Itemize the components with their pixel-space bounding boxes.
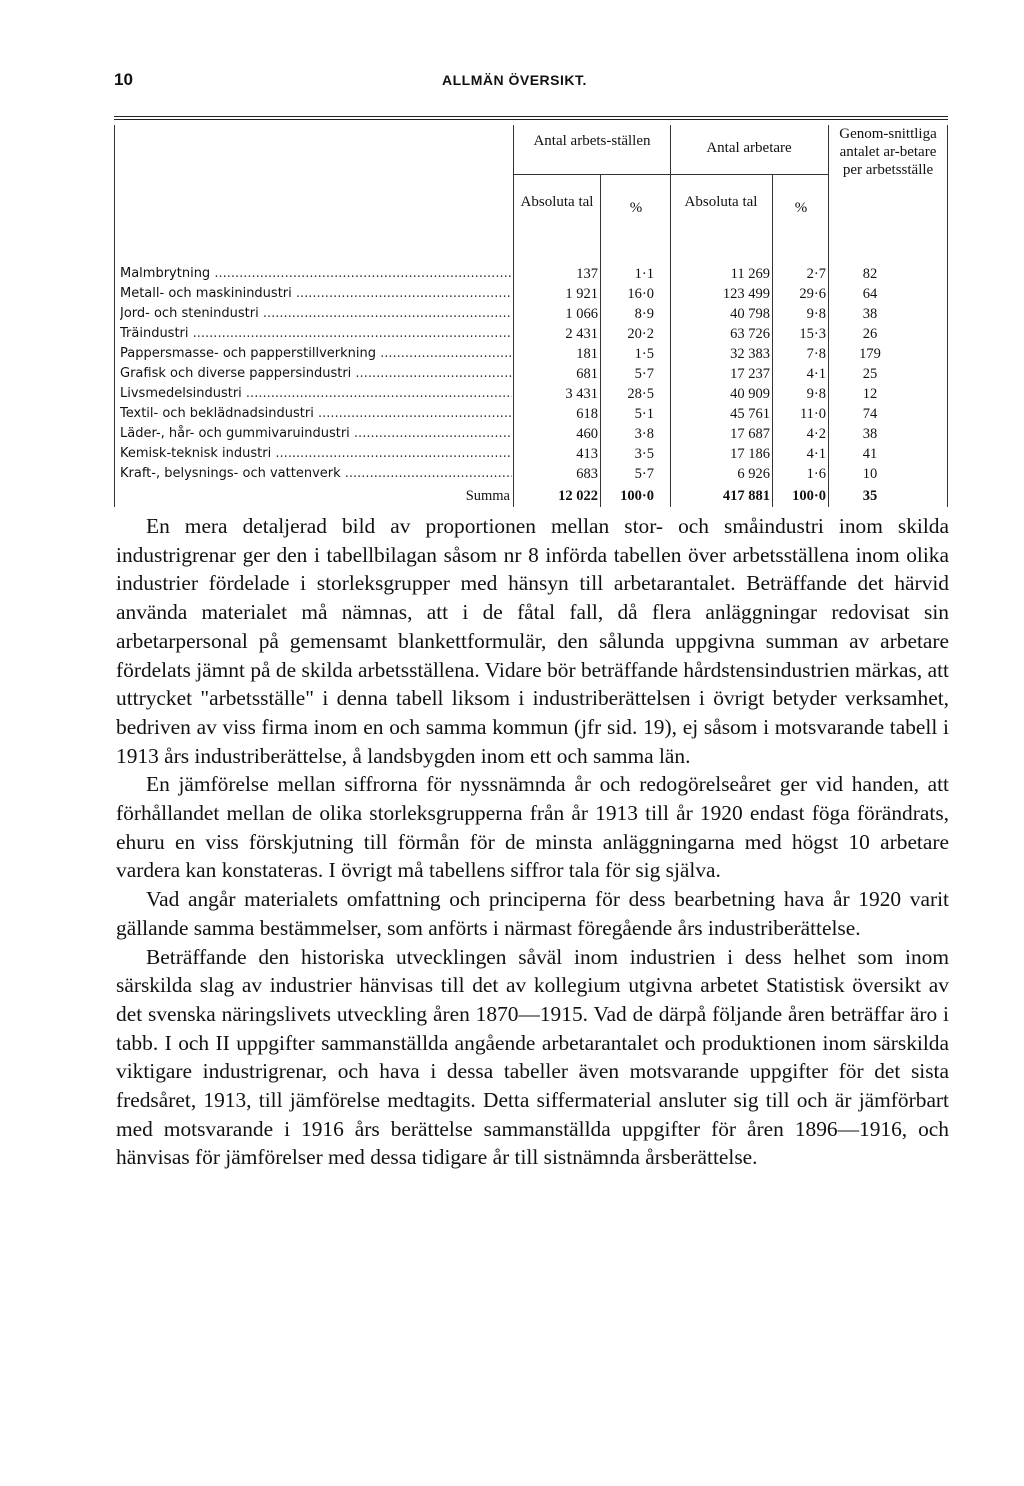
cell-workers: 11 269 [730, 266, 770, 282]
table-row [114, 263, 948, 285]
cell-workers: 17 687 [730, 426, 770, 442]
header-percent-2: % [794, 200, 808, 216]
cell-workers: 32 383 [730, 346, 770, 362]
cell-workplaces-percent: 8·9 [634, 306, 654, 322]
body-text [116, 512, 949, 1172]
row-label: Metall- och maskinindustri ..... [120, 283, 512, 305]
cell-workers: 6 926 [737, 466, 770, 482]
page-header [114, 70, 948, 96]
statistics-table [114, 117, 948, 504]
cell-workplaces-percent: 16·0 [627, 286, 654, 302]
cell-workers-percent: 7·8 [806, 346, 826, 362]
cell-workers-percent: 4·1 [806, 366, 826, 382]
cell-workplaces: 2 431 [565, 326, 598, 342]
cell-workers-percent: 4·2 [806, 426, 826, 442]
cell-workers: 17 186 [730, 446, 770, 462]
cell-average: 82 [862, 266, 878, 282]
cell-workers: 40 798 [730, 306, 770, 322]
paragraph: En mera detaljerad bild av proportionen mellan stor- och småindustri inom skilda industrigrenar ger den i tabellbilagan såsom nr 8 införda tabellen över arbetsställena inom olika industrier fördelade i storleksgrupper med hänsyn till arbetarantalet. Beträffande det härvid använda materialet må nämnas, att i de fåtal fall, då flera anläggningar redovisat sin arbetarpersonal på gemensamt blankettformulär, den sålunda uppgivna summan av arbetare fördelats jämnt på de skilda arbetsställena. Vidare bör beträffande hårdstensindustrien märkas, att uttrycket "arbetsställe" i denna tabell liksom i industriberättelsen i övrigt betyder verksamhet, bedriven av viss firma inom en och samma kommun (jfr sid. 19), ej såsom i motsvarande tabell i 1913 års industriberättelse, å landsbygden inom ett och samma län. [116, 514, 949, 768]
cell-workers-percent: 4·1 [806, 446, 826, 462]
cell-average: 41 [862, 446, 878, 462]
cell-workplaces-percent: 3·8 [634, 426, 654, 442]
table-row [114, 403, 948, 425]
paragraph: En jämförelse mellan siffrorna för nyssnämnda år och redogörelseåret ger vid handen, att förhållandet mellan de olika storleksgrupperna från år 1913 till år 1920 endast föga förändrats, ehuru en viss förskjutning till förmån för de minsta anläggningarna med högst 10 arbetare vardera kan konstateras. I övrigt må tabellens siffror tala för sig själva. [116, 772, 949, 883]
cell-workplaces: 681 [576, 366, 598, 382]
cell-average: 179 [859, 346, 881, 362]
cell-workplaces-percent: 1·1 [634, 266, 654, 282]
table-row [114, 363, 948, 385]
table-row [114, 323, 948, 345]
cell-workplaces: 137 [576, 266, 598, 282]
row-label: Textil- och beklädnadsindustri ..... [120, 403, 512, 425]
cell-average: 38 [862, 306, 878, 322]
row-label: Jord- och stenindustri ..... [120, 303, 512, 325]
sum-workplaces: 12 022 [558, 488, 598, 504]
cell-workers: 40 909 [730, 386, 770, 402]
cell-workers: 63 726 [730, 326, 770, 342]
sum-workers-percent: 100·0 [792, 488, 826, 504]
cell-workers: 17 237 [730, 366, 770, 382]
cell-workplaces: 618 [576, 406, 598, 422]
cell-workplaces-percent: 5·7 [634, 466, 654, 482]
cell-workplaces: 413 [576, 446, 598, 462]
sum-average: 35 [862, 488, 878, 504]
table-row [114, 283, 948, 305]
row-label: Läder-, hår- och gummivaruindustri ..... [120, 423, 512, 445]
cell-workers-percent: 1·6 [806, 466, 826, 482]
row-label: Kemisk-teknisk industri ..... [120, 443, 512, 465]
cell-workers-percent: 9·8 [806, 386, 826, 402]
cell-workplaces: 460 [576, 426, 598, 442]
cell-workers-percent: 15·3 [799, 326, 826, 342]
cell-workplaces: 683 [576, 466, 598, 482]
table-sum-row [114, 485, 948, 507]
cell-average: 38 [862, 426, 878, 442]
row-label: Malmbrytning ..... [120, 263, 512, 285]
header-average: Genom-snittliga antalet ar-betare per arbetsställe [839, 126, 937, 178]
page-number: 10 [114, 70, 133, 89]
cell-workers: 123 499 [722, 286, 770, 302]
cell-workers: 45 761 [730, 406, 770, 422]
table-row [114, 423, 948, 445]
row-label: Kraft-, belysnings- och vattenverk ..... [120, 463, 512, 485]
sum-label: Summa [465, 488, 510, 504]
cell-workplaces: 3 431 [565, 386, 598, 402]
table-row [114, 303, 948, 325]
cell-workplaces: 1 066 [565, 306, 598, 322]
header-absolute-2: Absoluta tal [684, 194, 758, 210]
paragraph: Beträffande den historiska utvecklingen såväl inom industrien i dess helhet som inom särskilda slag av industrier hänvisas till det av kollegium utgivna arbetet Statistisk översikt av det svenska näringslivets utveckling åren 1870—1915. Vad de därpå följande åren beträffar äro i tabb. I och II uppgifter sammanställda angående arbetarantalet och produktionen inom särskilda viktigare industrigrenar, och hava i dessa tabeller även motsvarande uppgifter för det sista fredsåret, 1913, till jämförelse medtagits. Detta siffermaterial ansluter sig till och är jämförbart med motsvarande i 1916 års berättelse sammanställda uppgifter för åren 1896—1916, och hänvisas för jämförelser med dessa tidigare år till sistnämnda årsberättelse. [116, 944, 949, 1170]
cell-average: 74 [862, 406, 878, 422]
header-absolute-1: Absoluta tal [520, 194, 594, 210]
paragraph: Vad angår materialets omfattning och principerna för dess bearbetning hava år 1920 varit gällande samma bestämmelser, som anförts i närmast föregående års industriberättelse. [116, 887, 949, 940]
cell-workplaces-percent: 3·5 [634, 446, 654, 462]
cell-average: 10 [862, 466, 878, 482]
cell-workplaces-percent: 5·1 [634, 406, 654, 422]
table-row [114, 383, 948, 405]
cell-average: 12 [862, 386, 878, 402]
cell-workplaces-percent: 20·2 [627, 326, 654, 342]
cell-workers-percent: 29·6 [799, 286, 826, 302]
table-row [114, 443, 948, 465]
table-row [114, 463, 948, 485]
cell-workers-percent: 2·7 [806, 266, 826, 282]
cell-workplaces-percent: 5·7 [634, 366, 654, 382]
sum-workplaces-percent: 100·0 [620, 488, 654, 504]
table-header [114, 117, 948, 263]
cell-workplaces: 1 921 [565, 286, 598, 302]
header-workplaces: Antal arbets-ställen [533, 133, 651, 149]
running-title: ALLMÄN ÖVERSIKT. [442, 72, 587, 88]
cell-workers-percent: 9·8 [806, 306, 826, 322]
row-label: Träindustri ..... [120, 323, 512, 345]
cell-workplaces: 181 [576, 346, 598, 362]
header-workers: Antal arbetare [706, 140, 792, 156]
cell-workplaces-percent: 28·5 [627, 386, 654, 402]
table-row [114, 343, 948, 365]
cell-workers-percent: 11·0 [799, 406, 826, 422]
cell-average: 64 [862, 286, 878, 302]
cell-average: 26 [862, 326, 878, 342]
row-label: Pappersmasse- och papperstillverkning ..... [120, 343, 512, 365]
cell-workplaces-percent: 1·5 [634, 346, 654, 362]
row-label: Livsmedelsindustri ..... [120, 383, 512, 405]
sum-workers: 417 881 [722, 488, 770, 504]
header-percent-1: % [629, 200, 643, 216]
row-label: Grafisk och diverse pappersindustri ..... [120, 363, 512, 385]
cell-average: 25 [862, 366, 878, 382]
